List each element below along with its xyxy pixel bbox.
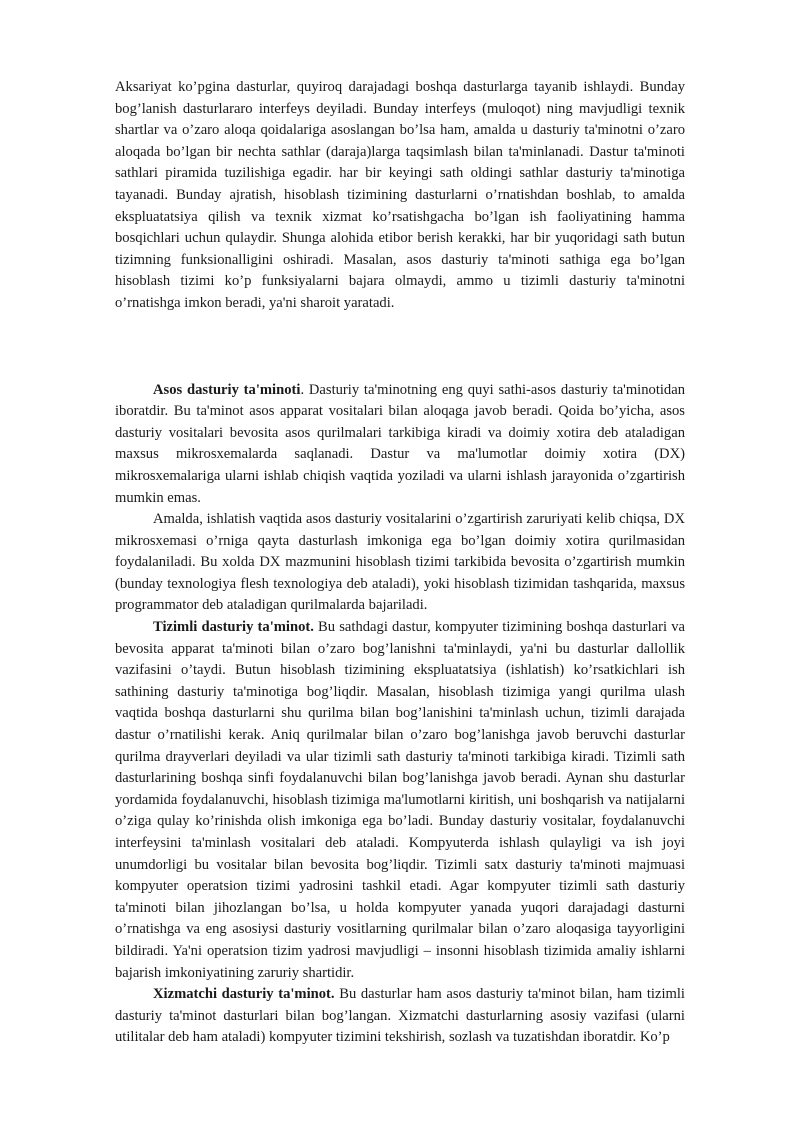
paragraph-text: . Dasturiy ta'minotning eng quyi sathi-asos dasturiy ta'minotidan iboratdir. Bu ta'minot asos apparat vositalari bilan aloqaga javob beradi. Qoida bo’yicha, asos dasturiy vositalari bevosita asos qurilmalari tarkibiga kiradi va doimiy xotira deb ataladigan maxsus mikrosxemalarda saqlanadi. Dastur va ma'lumotlar doimiy xotira (DX) mikrosxemalariga ularni ishlab chiqish vaqtida yoziladi va ularni ishlash jarayonida o’zgartirish mumkin emas.	[115, 381, 685, 506]
paragraph-system-software	[115, 617, 685, 984]
paragraph-text: Bu dasturlar ham asos dasturiy ta'minot bilan, ham tizimli dasturiy ta'minot dasturlari bilan bog’langan. Xizmatchi dasturlarning asosiy vazifasi (ularni utilitalar deb ham ataladi) kompyuter tizimini tekshirish, sozlash va tuzatishdan iboratdir. Ko’p	[115, 986, 685, 1046]
section-heading-basic-software: Asos dasturiy ta'minoti	[153, 381, 301, 398]
section-heading-service-software: Xizmatchi dasturiy ta'minot.	[153, 986, 335, 1003]
paragraph-service-software	[115, 984, 685, 1049]
paragraph-gap	[115, 315, 685, 380]
paragraph-software-levels: Aksariyat ko’pgina dasturlar, quyiroq darajadagi boshqa dasturlarga tayanib ishlaydi. Bunday bog’lanish dasturlararo interfeys deyiladi. Bunday interfeys (muloqot) ning mavjudligi texnik shartlar va o’zaro aloqa qoidalariga asoslangan bo’lsa ham, amalda u dasturiy ta'minotni o’zaro aloqada bo’lgan bir nechta sathlar (daraja)larga taqsimlash bilan ta'minlanadi. Dastur ta'minoti sathlari piramida tuzilishiga egadir. har bir keyingi sath oldingi sathlar dasturiy ta'minotiga tayanadi. Bunday ajratish, hisoblash tizimining dasturlarni o’rnatishdan boshlab, to amalda ekspluatatsiya qilish va texnik xizmat ko’rsatishgacha bo’lgan ish faoliyatining hamma bosqichlari uchun qulaydir. Shunga alohida etibor berish kerakki, har bir yuqoridagi sath butun tizimning funksionalligini oshiradi. Masalan, asos dasturiy ta'minoti sathiga ega bo’lgan hisoblash tizimi ko’p funksiyalarni bajara olmaydi, ammo u tizimli dasturiy ta'minotni o’rnatishga imkon beradi, ya'ni sharoit yaratadi.	[115, 79, 685, 311]
section-heading-system-software: Tizimli dasturiy ta'minot.	[153, 619, 314, 636]
paragraph-flash-technology: Amalda, ishlatish vaqtida asos dasturiy vositalarini o’zgartirish zaruriyati kelib chiqsa, DX mikrosxemasi o’rniga qayta dasturlash imkoniga ega bo’lgan doimiy xotira qurilmasidan foydalaniladi. Bu xolda DX mazmunini hisoblash tizimi tarkibida bevosita o’zgartirish mumkin (bunday texnologiya flesh texnologiya deb ataladi), yoki hisoblash tizimidan tashqarida, maxsus programmator deb ataladigan qurilmalarda bajariladi.	[115, 511, 685, 614]
paragraph-basic-software	[115, 380, 685, 510]
paragraph-text: Bu sathdagi dastur, kompyuter tizimining boshqa dasturlari va bevosita apparat ta'minoti bilan o’zaro bog’lanishni ta'minlaydi, ya'ni bu dasturlar dallollik vazifasini o’taydi. Butun hisoblash tizimining ekspluatatsiya (ishlatish) ko’rsatkichlari ish sathining dasturiy ta'minotiga bog’liqdir. Masalan, hisoblash tizimiga yangi qurilma ulash vaqtida boshqa dasturlarni shu qurilma bilan bog’lanishini ta'minlash uchun, tizimli darajada dastur o’rnatilishi kerak. Aniq qurilmalar bilan o’zaro bog’lanishga javob beruvchi dasturlar qurilma drayverlari deyiladi va ular tizimli sath dasturiy ta'minoti tarkibiga kiradi. Tizimli sath dasturlarining boshqa sinfi foydalanuvchi bilan bog’lanishga javob beradi. Aynan shu dasturlar yordamida foydalanuvchi, hisoblash tizimiga ma'lumotlarni kiritish, uni boshqarish va natijalarni o’ziga qulay ko’rinishda olish imkoniga ega bo’ladi. Bunday dasturiy vositalar, foydalanuvchi interfeysini ta'minlash vositalari deb ataladi. Kompyuterda ishlash qulayligi va ish joyi unumdorligi bu vositalar bilan bevosita bog’liqdir. Tizimli satx dasturiy ta'minoti majmuasi kompyuter operatsion tizimi yadrosini tashkil etadi. Agar kompyuter tizimli sath dasturiy ta'minoti bilan jihozlangan bo’lsa, u holda kompyuter yanada yuqori darajadagi dasturni o’rnatishga va eng asosiysi dasturiy vositlarning qurilmalar bilan o’zaro aloqasiga tayyorligini bildiradi. Ya'ni operatsion tizim yadrosi mavjudligi – insonni hisoblash tizimida amaliy ishlarni bajarish imkoniyatining zaruriy shartidir.	[115, 619, 685, 981]
document-page	[115, 77, 685, 1049]
